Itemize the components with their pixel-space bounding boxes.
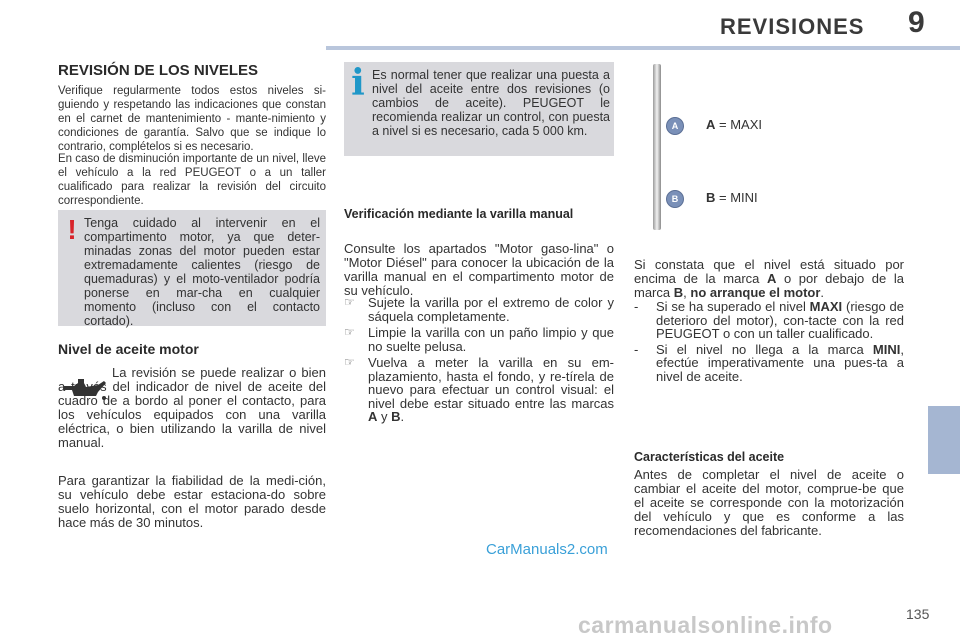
watermark-footer: carmanualsonline.info (578, 612, 833, 638)
level-mark-b: B (673, 285, 684, 300)
page-number: 135 (906, 606, 930, 622)
marker-a-badge: A (666, 117, 684, 135)
action-text: Si el nivel no llega a la marca (656, 341, 864, 357)
watermark-link[interactable]: CarManuals2.com (486, 541, 608, 558)
pointing-hand-icon: ☞ (344, 325, 355, 339)
header-rule (326, 46, 960, 50)
step-item (344, 356, 614, 424)
chapter-side-tab (928, 406, 960, 474)
level-check-paragraph (634, 258, 904, 300)
step-text: Sujete la varilla por el extremo de color y sáquela completamente. (368, 295, 614, 324)
action-bold: MINI (872, 341, 901, 357)
step-item (344, 326, 614, 353)
mark-b: B (391, 409, 401, 424)
label-maxi (706, 117, 762, 132)
dipstick-illustration (650, 64, 664, 230)
action-text: Si se ha superado el nivel (656, 299, 806, 314)
step-text: Limpie la varilla con un paño limpio y que no suelte pelusa. (368, 325, 614, 354)
conjunction: y (381, 409, 388, 424)
intro-paragraph-2: En caso de disminución importante de un nivel, lleve el vehículo a la red PEUGEOT o a un taller cualificado para realizar la revisión del circuito correspondiente. (58, 153, 326, 207)
step-text: Vuelva a meter la varilla en su em-plazamiento, hasta el fondo, y re-tírela de nuevo para efectuar un control visual: el nivel debe estar situado entre las marcas (368, 355, 614, 411)
label-a-text: = MAXI (719, 117, 763, 132)
action-item (634, 300, 904, 341)
pointing-hand-icon: ☞ (344, 295, 355, 309)
dash-bullet: - (634, 299, 639, 314)
level-text-1: Si constata que el nivel está situado por encima de la marca (634, 257, 904, 286)
oil-characteristics-title: Características del aceite (634, 450, 785, 464)
oil-paragraph-1: La revisión se puede realizar o bien a través del indicador de nivel de aceite del cuadro de a bordo al poner el contacto, para los vehículos equipados con una varilla eléctrica, o bien utilizando la varilla de nivel manual. (58, 365, 326, 450)
level-warning: no arranque el motor (690, 285, 821, 300)
pointing-hand-icon: ☞ (344, 355, 355, 369)
dipstick-title: Verificación mediante la varilla manual (344, 207, 574, 221)
label-b-text: = MINI (719, 190, 758, 205)
info-text: Es normal tener que realizar una puesta a nivel del aceite entre dos revisiones (o cambios de aceite). PEUGEOT le recomienda realizar un control, con puesta a nivel si es necesario, cada 5 000 km. (372, 68, 610, 138)
level-actions-list (634, 300, 904, 385)
oil-paragraph-2: Para garantizar la fiabilidad de la medi-ción, su vehículo debe estar estaciona-do sobre suelo horizontal, con el motor parado desde hace más de 30 minutos. (58, 473, 326, 530)
info-icon: i (351, 62, 365, 104)
label-a-letter: A (706, 117, 716, 132)
oil-level-title: Nivel de aceite motor (58, 341, 199, 357)
dipstick-steps (344, 296, 614, 427)
action-item (634, 343, 904, 384)
dipstick-intro: Consulte los apartados "Motor gaso-lina" o "Motor Diésel" para conocer la ubicación de la varilla manual en el compartimento motor de su vehículo. (344, 241, 614, 298)
marker-b-badge: B (666, 190, 684, 208)
dash-bullet: - (634, 341, 639, 357)
warning-icon: ! (67, 214, 77, 245)
action-bold: MAXI (809, 299, 843, 314)
level-end: . (820, 285, 825, 300)
label-mini (706, 190, 758, 205)
warning-text: Tenga cuidado al intervenir en el compartimento motor, ya que deter-minadas zonas del motor pueden estar extremadamente calientes (riesgo de quemaduras) y el moto-ventilador podría ponerse en mar-cha en cualquier momento (incluso con el contacto cortado). (84, 216, 320, 328)
chapter-number: 9 (908, 6, 925, 39)
level-text-2: o por debajo de la marca (634, 271, 904, 300)
section-title: REVISIÓN DE LOS NIVELES (58, 62, 259, 79)
action-text: , efectúe imperativamente una pues-ta a nivel de aceite. (656, 341, 904, 384)
intro-paragraph-1: Verifique regularmente todos estos niveles si-guiendo y respetando las indicaciones que constan en el carnet de mantenimiento - mante-nimiento y condiciones de garantía. Salvo que se indique lo contrario, complételos si es necesario. (58, 85, 326, 153)
label-b-letter: B (706, 190, 716, 205)
page-title: REVISIONES (720, 14, 865, 39)
oil-characteristics-text: Antes de completar el nivel de aceite o cambiar el aceite del motor, comprue-be que el aceite se corresponde con la motorización del vehículo y que es conforme a las recomendaciones del fabricante. (634, 467, 904, 538)
period: . (400, 409, 405, 424)
mark-a: A (368, 409, 378, 424)
step-item (344, 296, 614, 323)
level-mark-a: A (766, 271, 777, 286)
level-comma: , (683, 285, 687, 300)
action-text: (riesgo de deterioro del motor), con-tacte con la red PEUGEOT o con un taller cualificado. (656, 299, 904, 341)
